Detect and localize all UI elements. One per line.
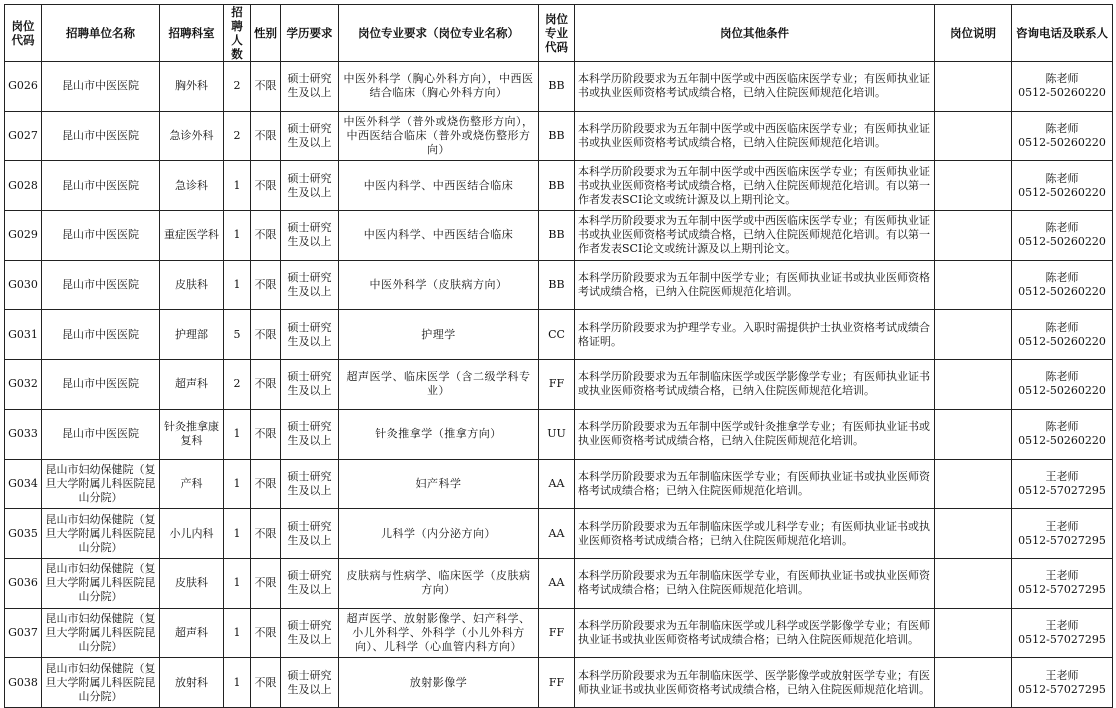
table-row [5,310,1113,360]
contact-phone: 0512-50260220 [1018,185,1106,199]
cell-contact [1012,409,1113,459]
table-row [5,409,1113,459]
cell-other: 本科学历阶段要求为五年制中医学或中西医临床医学专业；有医师执业证书或执业医师资格考试成绩合格，已纳入住院医师规范化培训。 [575,62,935,112]
cell-dept: 胸外科 [160,62,224,112]
header-unit: 招聘单位名称 [42,5,160,62]
contact-name: 王老师 [1045,569,1079,583]
cell-edu: 硕士研究生及以上 [281,111,339,161]
cell-major: 儿科学（内分泌方向） [339,509,539,559]
cell-dept: 皮肤科 [160,260,224,310]
cell-unit: 昆山市妇幼保健院（复旦大学附属儿科医院昆山分院） [42,459,160,509]
cell-major: 妇产科学 [339,459,539,509]
header-major-code: 岗位专业代码 [539,5,575,62]
header-other: 岗位其他条件 [575,5,935,62]
cell-contact [1012,658,1113,708]
table-row [5,658,1113,708]
table-row [5,111,1113,161]
cell-edu: 硕士研究生及以上 [281,310,339,360]
cell-unit: 昆山市中医医院 [42,161,160,211]
contact-name: 王老师 [1045,618,1079,632]
cell-other: 本科学历阶段要求为五年制中医学专业；有医师执业证书或执业医师资格考试成绩合格，已纳入住院医师规范化培训。 [575,260,935,310]
contact-phone: 0512-57027295 [1018,583,1106,597]
cell-major-code: FF [539,658,575,708]
cell-unit: 昆山市妇幼保健院（复旦大学附属儿科医院昆山分院） [42,658,160,708]
cell-other: 本科学历阶段要求为五年制中医学或中西医临床医学专业；有医师执业证书或执业医师资格考试成绩合格，已纳入住院医师规范化培训。有以第一作者发表SCI论文或统计源及以上期刊论文。 [575,211,935,261]
cell-note [935,260,1012,310]
table-row [5,360,1113,410]
cell-contact [1012,161,1113,211]
cell-other: 本科学历阶段要求为五年制临床医学或儿科学或医学影像学专业；有医师执业证书或执业医师资格考试成绩合格；已纳入住院医师规范化培训。 [575,608,935,658]
cell-note [935,161,1012,211]
cell-major-code: AA [539,558,575,608]
cell-major-code: AA [539,459,575,509]
cell-num: 1 [224,260,251,310]
cell-gender: 不限 [251,111,281,161]
contact-name: 王老师 [1045,668,1079,682]
contact-name: 陈老师 [1045,72,1079,86]
cell-note [935,211,1012,261]
cell-num: 1 [224,658,251,708]
contact-phone: 0512-50260220 [1018,136,1106,150]
cell-code: G029 [5,211,42,261]
cell-dept: 急诊科 [160,161,224,211]
cell-dept: 针灸推拿康复科 [160,409,224,459]
cell-code: G035 [5,509,42,559]
cell-unit: 昆山市中医医院 [42,310,160,360]
cell-dept: 急诊外科 [160,111,224,161]
cell-note [935,310,1012,360]
cell-num: 2 [224,62,251,112]
cell-contact [1012,211,1113,261]
cell-gender: 不限 [251,360,281,410]
cell-gender: 不限 [251,509,281,559]
table-row [5,558,1113,608]
cell-code: G038 [5,658,42,708]
header-row [5,5,1113,62]
cell-major: 皮肤病与性病学、临床医学（皮肤病方向） [339,558,539,608]
cell-num: 1 [224,459,251,509]
table-row [5,459,1113,509]
cell-note [935,111,1012,161]
cell-dept: 小儿内科 [160,509,224,559]
cell-major-code: UU [539,409,575,459]
cell-gender: 不限 [251,608,281,658]
cell-dept: 重症医学科 [160,211,224,261]
cell-edu: 硕士研究生及以上 [281,260,339,310]
cell-edu: 硕士研究生及以上 [281,161,339,211]
contact-phone: 0512-50260220 [1018,334,1106,348]
cell-gender: 不限 [251,459,281,509]
contact-name: 陈老师 [1045,171,1079,185]
cell-edu: 硕士研究生及以上 [281,211,339,261]
cell-unit: 昆山市妇幼保健院（复旦大学附属儿科医院昆山分院） [42,509,160,559]
cell-major: 中医外科学（普外或烧伤整形方向），中西医结合临床（普外或烧伤整形方向） [339,111,539,161]
cell-gender: 不限 [251,558,281,608]
cell-major-code: BB [539,260,575,310]
table-row [5,608,1113,658]
cell-other: 本科学历阶段要求为五年制中医学或中西医临床医学专业；有医师执业证书或执业医师资格考试成绩合格，已纳入住院医师规范化培训。 [575,111,935,161]
cell-other: 本科学历阶段要求为五年制临床医学、医学影像学或放射医学专业；有医师执业证书或执业医师资格考试成绩合格，已纳入住院医师规范化培训。 [575,658,935,708]
cell-other: 本科学历阶段要求为五年制中医学或针灸推拿学专业；有医师执业证书或执业医师资格考试成绩合格，已纳入住院医师规范化培训。 [575,409,935,459]
cell-code: G036 [5,558,42,608]
cell-major: 放射影像学 [339,658,539,708]
contact-phone: 0512-50260220 [1018,285,1106,299]
cell-major: 中医内科学、中西医结合临床 [339,211,539,261]
contact-name: 陈老师 [1045,370,1079,384]
cell-contact [1012,509,1113,559]
cell-major-code: FF [539,360,575,410]
cell-code: G030 [5,260,42,310]
cell-code: G031 [5,310,42,360]
contact-name: 王老师 [1045,469,1079,483]
cell-edu: 硕士研究生及以上 [281,409,339,459]
cell-major-code: AA [539,509,575,559]
cell-code: G026 [5,62,42,112]
table-row [5,211,1113,261]
cell-major-code: BB [539,161,575,211]
header-major: 岗位专业要求（岗位专业名称） [339,5,539,62]
cell-other: 本科学历阶段要求为五年制中医学或中西医临床医学专业；有医师执业证书或执业医师资格考试成绩合格，已纳入住院医师规范化培训。有以第一作者发表SCI论文或统计源及以上期刊论文。 [575,161,935,211]
contact-name: 陈老师 [1045,420,1079,434]
header-code: 岗位代码 [5,5,42,62]
cell-num: 1 [224,509,251,559]
cell-note [935,459,1012,509]
cell-num: 1 [224,161,251,211]
cell-unit: 昆山市中医医院 [42,62,160,112]
cell-gender: 不限 [251,409,281,459]
cell-code: G032 [5,360,42,410]
cell-contact [1012,360,1113,410]
cell-unit: 昆山市妇幼保健院（复旦大学附属儿科医院昆山分院） [42,608,160,658]
contact-phone: 0512-57027295 [1018,483,1106,497]
header-gender: 性别 [251,5,281,62]
contact-name: 陈老师 [1045,122,1079,136]
cell-code: G028 [5,161,42,211]
contact-name: 陈老师 [1045,271,1079,285]
cell-dept: 护理部 [160,310,224,360]
contact-name: 陈老师 [1045,320,1079,334]
cell-contact [1012,608,1113,658]
cell-gender: 不限 [251,62,281,112]
cell-contact [1012,459,1113,509]
cell-unit: 昆山市中医医院 [42,260,160,310]
cell-num: 2 [224,111,251,161]
cell-num: 2 [224,360,251,410]
cell-gender: 不限 [251,211,281,261]
table-row [5,260,1113,310]
table-row [5,62,1113,112]
cell-unit: 昆山市中医医院 [42,409,160,459]
cell-dept: 超声科 [160,360,224,410]
cell-major-code: BB [539,111,575,161]
cell-code: G034 [5,459,42,509]
header-note: 岗位说明 [935,5,1012,62]
contact-phone: 0512-57027295 [1018,533,1106,547]
cell-edu: 硕士研究生及以上 [281,658,339,708]
recruitment-table [4,4,1113,708]
cell-num: 5 [224,310,251,360]
cell-major-code: BB [539,62,575,112]
cell-contact [1012,111,1113,161]
cell-edu: 硕士研究生及以上 [281,459,339,509]
cell-other: 本科学历阶段要求为五年制临床医学或儿科学专业；有医师执业证书或执业医师资格考试成绩合格；已纳入住院医师规范化培训。 [575,509,935,559]
cell-note [935,558,1012,608]
recruitment-table-container [4,4,1113,708]
cell-edu: 硕士研究生及以上 [281,509,339,559]
cell-edu: 硕士研究生及以上 [281,608,339,658]
cell-num: 1 [224,409,251,459]
cell-code: G033 [5,409,42,459]
cell-other: 本科学历阶段要求为五年制临床医学专业，有医师执业证书或执业医师资格考试成绩合格；已纳入住院医师规范化培训。 [575,558,935,608]
cell-major-code: CC [539,310,575,360]
cell-unit: 昆山市妇幼保健院（复旦大学附属儿科医院昆山分院） [42,558,160,608]
cell-note [935,360,1012,410]
cell-num: 1 [224,608,251,658]
cell-unit: 昆山市中医医院 [42,211,160,261]
cell-gender: 不限 [251,658,281,708]
header-contact: 咨询电话及联系人 [1012,5,1113,62]
cell-num: 1 [224,558,251,608]
contact-phone: 0512-57027295 [1018,682,1106,696]
contact-phone: 0512-50260220 [1018,384,1106,398]
contact-phone: 0512-50260220 [1018,86,1106,100]
cell-major-code: BB [539,211,575,261]
cell-other: 本科学历阶段要求为护理学专业。入职时需提供护士执业资格考试成绩合格证明。 [575,310,935,360]
cell-contact [1012,260,1113,310]
cell-note [935,608,1012,658]
cell-major: 针灸推拿学（推拿方向） [339,409,539,459]
cell-note [935,658,1012,708]
cell-major: 护理学 [339,310,539,360]
cell-code: G037 [5,608,42,658]
cell-num: 1 [224,211,251,261]
contact-name: 王老师 [1045,519,1079,533]
cell-note [935,62,1012,112]
cell-dept: 产科 [160,459,224,509]
cell-unit: 昆山市中医医院 [42,360,160,410]
cell-contact [1012,310,1113,360]
cell-code: G027 [5,111,42,161]
cell-other: 本科学历阶段要求为五年制临床医学专业；有医师执业证书或执业医师资格考试成绩合格；已纳入住院医师规范化培训。 [575,459,935,509]
cell-contact [1012,62,1113,112]
cell-note [935,409,1012,459]
cell-major: 中医外科学（皮肤病方向） [339,260,539,310]
header-dept: 招聘科室 [160,5,224,62]
cell-edu: 硕士研究生及以上 [281,360,339,410]
cell-edu: 硕士研究生及以上 [281,558,339,608]
cell-unit: 昆山市中医医院 [42,111,160,161]
cell-major: 中医内科学、中西医结合临床 [339,161,539,211]
contact-name: 陈老师 [1045,221,1079,235]
cell-major: 超声医学、临床医学（含二级学科专业） [339,360,539,410]
table-body [5,62,1113,708]
table-row [5,161,1113,211]
cell-major-code: FF [539,608,575,658]
cell-note [935,509,1012,559]
cell-gender: 不限 [251,260,281,310]
cell-major: 超声医学、放射影像学、妇产科学、小儿外科学、外科学（小儿外科方向）、儿科学（心血管内科方向） [339,608,539,658]
cell-major: 中医外科学（胸心外科方向），中西医结合临床（胸心外科方向） [339,62,539,112]
cell-contact [1012,558,1113,608]
contact-phone: 0512-50260220 [1018,434,1106,448]
contact-phone: 0512-57027295 [1018,632,1106,646]
cell-dept: 超声科 [160,608,224,658]
cell-dept: 皮肤科 [160,558,224,608]
header-num: 招聘人数 [224,5,251,62]
cell-gender: 不限 [251,161,281,211]
table-row [5,509,1113,559]
contact-phone: 0512-50260220 [1018,235,1106,249]
header-edu: 学历要求 [281,5,339,62]
cell-dept: 放射科 [160,658,224,708]
cell-gender: 不限 [251,310,281,360]
cell-edu: 硕士研究生及以上 [281,62,339,112]
cell-other: 本科学历阶段要求为五年制临床医学或医学影像学专业；有医师执业证书或执业医师资格考试成绩合格，已纳入住院医师规范化培训。 [575,360,935,410]
